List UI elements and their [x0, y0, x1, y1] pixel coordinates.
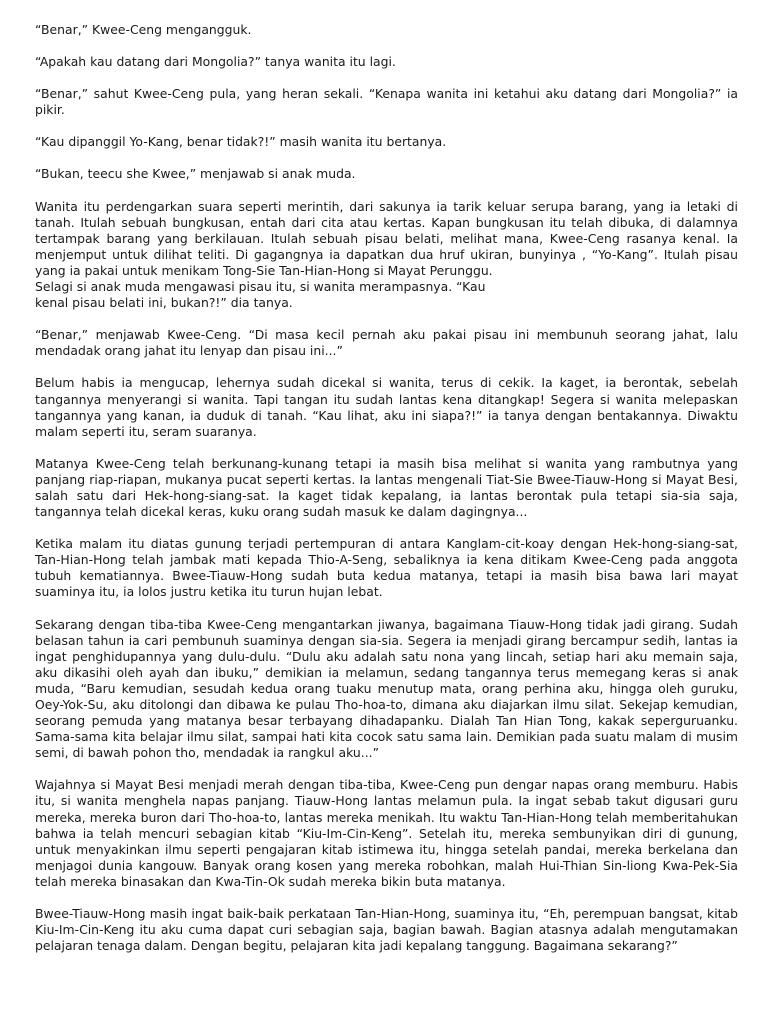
text-line: Selagi si anak muda mengawasi pisau itu, si wanita merampasnya. “Kau — [35, 279, 486, 295]
document-page — [35, 22, 738, 970]
paragraph-7 — [35, 327, 738, 359]
text-line: Sekarang dengan tiba-tiba Kwee-Ceng mengantarkan jiwanya, bagaimana Tiauw-Hong tidak jadi girang. Sudah belasan tahun ia cari pembunuh suaminya dengan sia-sia. Segera ia menjadi girang bercampur sedih, lantas ia ingat penghidupannya yang dulu-dulu. “Dulu aku adalah satu nona yang lincah, setiap hari aku memain saja, aku dikasihi oleh ayah dan ibuku,” demikian ia melamun, sedang tangannya terus memegang keras si anak muda, “Baru kemudian, sesudah kedua orang tuaku menutup mata, orang perhina aku, hingga oleh guruku, Oey-Yok-Su, aku ditolongi dan dibawa ke pulau Tho-hoa-to, dimana aku diajarkan ilmu silat. Sekejap kemudian, seorang pemuda yang matanya besar terbayang dihadapanku. Dialah Tan Hian Tong, kakak seperguruanku. Sama-sama kita belajar ilmu silat, sampai hati kita cocok satu sama lain. Demikian pada suatu malam di musim semi, di bawah pohon tho, mendadak ia rangkul aku...” — [35, 616, 738, 761]
paragraph-2 — [35, 54, 738, 70]
paragraph-4 — [35, 134, 738, 150]
paragraph-9 — [35, 456, 738, 520]
text-line: Belum habis ia mengucap, lehernya sudah dicekal si wanita, terus di cekik. Ia kaget, ia berontak, sebelah tangannya menyerangi si wanita. Tapi tangan itu sudah lantas kena ditangkap! Segera si wanita melepaskan tangannya yang kanan, ia duduk di tanah. “Kau lihat, aku ini siapa?!” ia tanya dengan bentakannya. Diwaktu malam seperti itu, seram suaranya. — [35, 375, 738, 439]
paragraph-11 — [35, 617, 738, 762]
text-line: “Kau dipanggil Yo-Kang, benar tidak?!” masih wanita itu bertanya. — [35, 134, 447, 150]
text-line: Bwee-Tiauw-Hong masih ingat baik-baik perkataan Tan-Hian-Hong, suaminya itu, “Eh, perempuan bangsat, kitab Kiu-Im-Cin-Keng itu aku cuma dapat curi sebagian saja, bagian bawah. Bagian atasnya adalah mengutamakan pelajaran tenaga dalam. Dengan begitu, pelajaran kita jadi kepalang tanggung. Bagaimana sekarang?” — [35, 906, 738, 954]
paragraph-12 — [35, 777, 738, 890]
text-line: Wanita itu perdengarkan suara seperti merintih, dari sakunya ia tarik keluar serupa barang, yang ia letaki di tanah. Itulah sebuah bungkusan, entah dari cita atau kertas. Kapan bungkusan itu telah dibuka, di dalamnya tertampak barang yang berkilauan. Itulah sebuah pisau belati, melihat mana, Kwee-Ceng rasanya kenal. Ia menjemput untuk dilihat teliti. Di gagangnya ia dapatkan dua hruf ukiran, bunyinya , “Yo-Kang”. Itulah pisau yang ia pakai untuk menikam Tong-Sie Tan-Hian-Hong si Mayat Perunggu. — [35, 198, 738, 278]
text-line: “Benar,” sahut Kwee-Ceng pula, yang heran sekali. “Kenapa wanita ini ketahui aku datang dari Mongolia?” ia pikir. — [35, 86, 738, 118]
text-line: “Benar,” Kwee-Ceng mengangguk. — [35, 22, 252, 37]
paragraph-8 — [35, 375, 738, 439]
text-line: Ketika malam itu diatas gunung terjadi pertempuran di antara Kanglam-cit-koay dengan Hek-hong-siang-sat, Tan-Hian-Hong telah jambak mati kepada Thio-A-Seng, sebaliknya ia kena ditikam Kwee-Ceng pada anggota tubuh kematiannya. Bwee-Tiauw-Hong sudah buta kedua matanya, tetapi ia masih bisa bawa lari mayat suaminya itu, ia lolos justru ketika itu turun hujan lebat. — [35, 536, 738, 600]
paragraph-1 — [35, 22, 738, 38]
paragraph-10 — [35, 536, 738, 600]
text-line: “Apakah kau datang dari Mongolia?” tanya wanita itu lagi. — [35, 54, 396, 70]
text-line: “Bukan, teecu she Kwee,” menjawab si anak muda. — [35, 166, 356, 182]
text-line: kenal pisau belati ini, bukan?!” dia tanya. — [35, 295, 293, 311]
paragraph-3 — [35, 86, 738, 118]
text-line: Matanya Kwee-Ceng telah berkunang-kunang tetapi ia masih bisa melihat si wanita yang rambutnya yang panjang riap-riapan, mukanya pucat seperti kertas. Ia lantas mengenali Tiat-Sie Bwee-Tiauw-Hong si Mayat Besi, salah satu dari Hek-hong-siang-sat. Ia kaget tidak kepalang, ia lantas berontak pula tetapi sia-sia saja, tangannya telah dicekal keras, kuku orang sudah masuk ke dalam dagingnya... — [35, 455, 738, 520]
paragraph-5 — [35, 166, 738, 182]
text-line: Wajahnya si Mayat Besi menjadi merah dengan tiba-tiba, Kwee-Ceng pun dengar napas orang memburu. Habis itu, si wanita menghela napas panjang. Tiauw-Hong lantas melamun pula. Ia ingat sebab takut digusari guru mereka, mereka buron dari Tho-hoa-to, lantas mereka menikah. Itu waktu Tan-Hian-Hong telah memberitahukan bahwa ia telah mencuri sebagian kitab “Kiu-Im-Cin-Keng”. Setelah itu, mereka sembunyikan diri di gunung, untuk menyakinkan ilmu seperti pengajaran kitab istimewa itu, hingga setelah pandai, mereka berkelana dan menjagoi dunia kangouw. Banyak orang kosen yang mereka robohkan, malah Hui-Thian Sin-liong Kwa-Pek-Sia telah mereka binasakan dan Kwa-Tin-Ok sudah mereka bikin buta matanya. — [35, 777, 738, 889]
text-line: “Benar,” menjawab Kwee-Ceng. “Di masa kecil pernah aku pakai pisau ini membunuh seorang jahat, lalu mendadak orang jahat itu lenyap dan pisau ini...” — [35, 327, 738, 359]
paragraph-13 — [35, 906, 738, 954]
paragraph-6 — [35, 199, 738, 312]
